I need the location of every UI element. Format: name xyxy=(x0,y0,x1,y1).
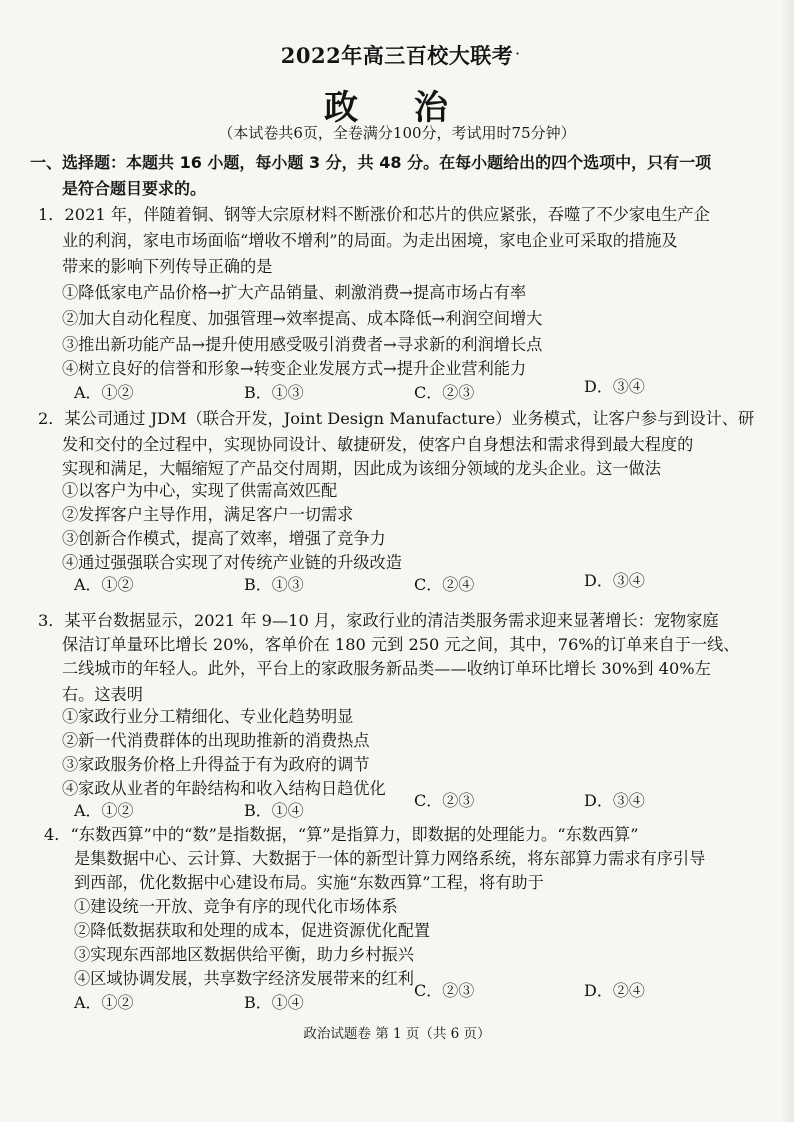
q1-item-2: ②加大自动化程度、加强管理→效率提高、成本降低→利润空间增大 xyxy=(62,309,543,328)
q4-option-a[interactable]: A．①② xyxy=(74,993,134,1012)
q2-option-a[interactable]: A．①② xyxy=(74,575,134,594)
q4-item-1: ①建设统一开放、竞争有序的现代化市场体系 xyxy=(74,897,398,916)
q2-stem-line-2: 发和交付的全过程中，实现协同设计、敏捷研发，使客户自身想法和需求得到最大程度的 xyxy=(62,435,694,454)
q4-stem-line-1: 4．“东数西算”中的“数”是指数据，“算”是指算力，即数据的处理能力。“东数西算” xyxy=(44,825,639,844)
section-heading-line-1: 一、选择题：本题共 16 小题，每小题 3 分，共 48 分。在每小题给出的四个选项中，只有一项 xyxy=(30,153,712,172)
q1-item-3: ③推出新功能产品→提升使用感受吸引消费者→寻求新的利润增长点 xyxy=(62,335,543,354)
q1-stem-line-1: 1．2021 年，伴随着铜、钢等大宗原材料不断涨价和芯片的供应紧张，吞噬了不少家电生产企 xyxy=(38,205,710,224)
title-dot: · xyxy=(515,44,521,63)
q2-item-2: ②发挥客户主导作用，满足客户一切需求 xyxy=(62,505,354,524)
q2-stem-line-1: 2．某公司通过 JDM（联合开发，Joint Design Manufacture）业务模式，让客户参与到设计、研 xyxy=(38,409,755,428)
q3-option-d[interactable]: D．③④ xyxy=(584,791,645,810)
q3-option-a[interactable]: A．①② xyxy=(74,801,134,820)
page-footer: 政治试题卷 第 1 页（共 6 页） xyxy=(303,1026,491,1042)
q3-option-c[interactable]: C．②③ xyxy=(414,791,475,810)
q2-option-b[interactable]: B．①③ xyxy=(244,575,304,594)
q1-item-4: ④树立良好的信誉和形象→转变企业发展方式→提升企业营利能力 xyxy=(62,359,527,378)
q1-item-1: ①降低家电产品价格→扩大产品销量、刺激消费→提高市场占有率 xyxy=(62,283,527,302)
q3-stem-line-4: 右。这表明 xyxy=(62,685,143,704)
q4-item-2: ②降低数据获取和处理的成本，促进资源优化配置 xyxy=(74,921,431,940)
q4-item-3: ③实现东西部地区数据供给平衡，助力乡村振兴 xyxy=(74,945,414,964)
q4-stem-line-3: 到西部，优化数据中心建设布局。实施“东数西算”工程，将有助于 xyxy=(74,873,544,892)
exam-title: 2022年高三百校大联考 xyxy=(280,43,514,68)
q4-option-d[interactable]: D．②④ xyxy=(584,981,645,1000)
q1-option-c[interactable]: C．②③ xyxy=(414,383,475,402)
q3-option-b[interactable]: B．①④ xyxy=(244,801,304,820)
q1-stem-line-3: 带来的影响下列传导正确的是 xyxy=(62,257,273,276)
subject-title: 政 治 xyxy=(324,88,470,128)
exam-note: （本试卷共6页，全卷满分100分，考试用时75分钟） xyxy=(218,124,576,142)
section-heading-line-2: 是符合题目要求的。 xyxy=(62,179,207,198)
q1-option-a[interactable]: A．①② xyxy=(74,383,134,402)
q1-option-d[interactable]: D．③④ xyxy=(584,377,645,396)
q2-option-c[interactable]: C．②④ xyxy=(414,575,475,594)
q3-item-3: ③家政服务价格上升得益于有为政府的调节 xyxy=(62,755,370,774)
q4-item-4: ④区域协调发展，共享数字经济发展带来的红利 xyxy=(74,969,414,988)
q3-item-4: ④家政从业者的年龄结构和收入结构日趋优化 xyxy=(62,779,386,798)
q2-option-d[interactable]: D．③④ xyxy=(584,571,645,590)
q2-item-4: ④通过强强联合实现了对传统产业链的升级改造 xyxy=(62,553,402,572)
q2-stem-line-3: 实现和满足，大幅缩短了产品交付周期，因此成为该细分领域的龙头企业。这一做法 xyxy=(62,459,661,478)
q1-option-b[interactable]: B．①③ xyxy=(244,383,304,402)
q4-option-c[interactable]: C．②③ xyxy=(414,981,475,1000)
q3-stem-line-3: 二线城市的年轻人。此外，平台上的家政服务新品类——收纳订单环比增长 30%到 40%左 xyxy=(62,659,711,678)
q4-option-b[interactable]: B．①④ xyxy=(244,993,304,1012)
q3-stem-line-2: 保洁订单量环比增长 20%，客单价在 180 元到 250 元之间，其中，76%的订单来自于一线、 xyxy=(62,635,740,654)
q2-item-1: ①以客户为中心，实现了供需高效匹配 xyxy=(62,481,338,500)
q3-item-1: ①家政行业分工精细化、专业化趋势明显 xyxy=(62,707,354,726)
q2-item-3: ③创新合作模式，提高了效率，增强了竞争力 xyxy=(62,529,386,548)
q3-item-2: ②新一代消费群体的出现助推新的消费热点 xyxy=(62,731,370,750)
q1-stem-line-2: 业的利润，家电市场面临“增收不增利”的局面。为走出困境，家电企业可采取的措施及 xyxy=(62,231,678,250)
q3-stem-line-1: 3．某平台数据显示，2021 年 9—10 月，家政行业的清洁类服务需求迎来显著增长：宠物家庭 xyxy=(38,611,719,630)
q4-stem-line-2: 是集数据中心、云计算、大数据于一体的新型计算力网络系统，将东部算力需求有序引导 xyxy=(74,849,706,868)
